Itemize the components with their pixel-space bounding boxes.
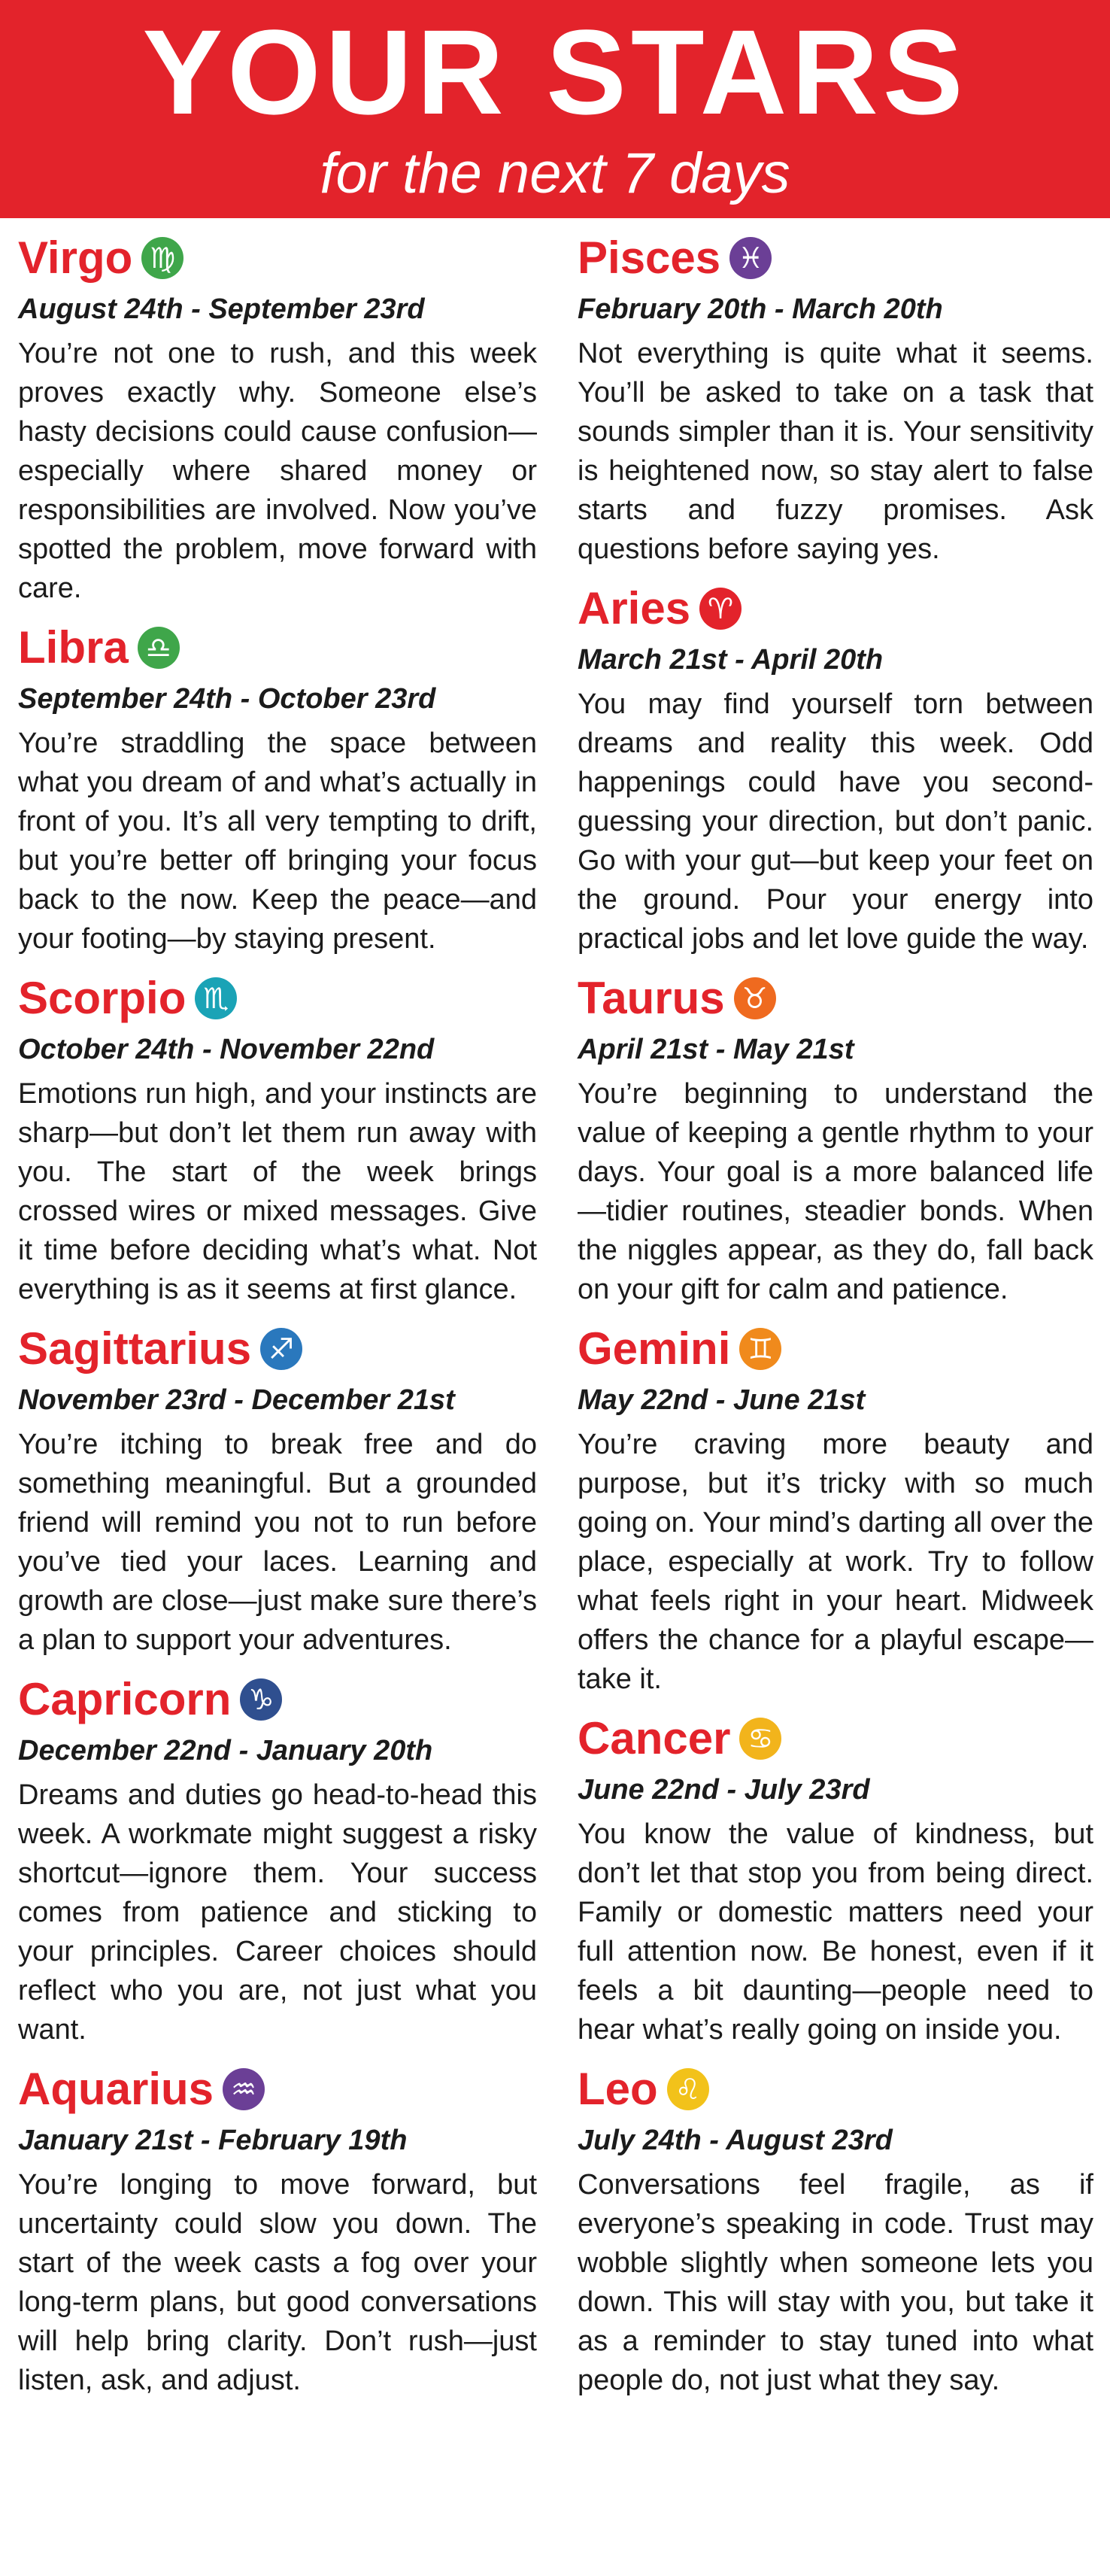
sign-leo xyxy=(578,2058,1093,2400)
sign-name: Taurus xyxy=(578,973,725,1023)
left-column xyxy=(18,218,537,2400)
sign-name: Capricorn xyxy=(18,1674,232,1724)
sign-name: Cancer xyxy=(578,1713,731,1763)
sign-aries xyxy=(578,578,1093,958)
sign-forecast: You’re longing to move forward, but uncertainty could slow you down. The start of the week casts a fog over your long-term plans, but good conversations will help bring clarity. Don’t rush—just listen, ask, and adjust. xyxy=(18,2169,537,2396)
sign-dates: October 24th - November 22nd xyxy=(18,1034,435,1065)
sign-dates: November 23rd - December 21st xyxy=(18,1384,455,1416)
page-subtitle: for the next 7 days xyxy=(320,141,790,205)
sign-dates: May 22nd - June 21st xyxy=(578,1384,866,1416)
sign-heading xyxy=(18,617,537,679)
sign-dates: July 24th - August 23rd xyxy=(578,2125,893,2156)
sign-scorpio xyxy=(18,968,537,1309)
sign-name: Sagittarius xyxy=(18,1323,252,1374)
sign-aquarius xyxy=(18,2058,537,2400)
sign-heading xyxy=(578,968,1093,1029)
sign-name: Leo xyxy=(578,2064,658,2114)
sign-virgo xyxy=(18,227,537,608)
sign-name: Libra xyxy=(18,622,129,673)
sign-heading xyxy=(18,968,537,1029)
cancer-icon: ♋ xyxy=(739,1718,781,1760)
sign-forecast: You’re itching to break free and do something meaningful. But a grounded friend will remind you not to run before you’ve tied your laces. Learning and growth are close—just make sure there’s a plan to support your adventures. xyxy=(18,1429,537,1656)
capricorn-icon: ♑ xyxy=(240,1678,282,1721)
sign-heading xyxy=(578,578,1093,639)
sign-heading xyxy=(18,2058,537,2120)
horoscope-columns xyxy=(0,218,1110,2576)
sign-pisces xyxy=(578,227,1093,569)
sign-dates: September 24th - October 23rd xyxy=(18,683,436,715)
aquarius-icon: ♒ xyxy=(223,2068,265,2110)
sign-cancer xyxy=(578,1708,1093,2049)
header-banner xyxy=(0,0,1110,218)
sign-forecast: You’re craving more beauty and purpose, but it’s tricky with so much going on. Your mind’s darting all over the place, especially at work. Try to follow what feels right in your heart. Midweek offers the chance for a playful escape—take it. xyxy=(578,1429,1093,1695)
sign-taurus xyxy=(578,968,1093,1309)
leo-icon: ♌ xyxy=(667,2068,709,2110)
sign-forecast: Conversations feel fragile, as if everyone’s speaking in code. Trust may wobble slightly when someone lets you down. This will stay with you, but take it as a reminder to stay tuned into what people do, not just what they say. xyxy=(578,2169,1093,2396)
gemini-icon: ♊ xyxy=(739,1328,781,1370)
sign-heading xyxy=(578,2058,1093,2120)
sign-name: Scorpio xyxy=(18,973,187,1023)
sign-dates: June 22nd - July 23rd xyxy=(578,1774,870,1806)
sign-name: Gemini xyxy=(578,1323,731,1374)
sagittarius-icon: ♐ xyxy=(260,1328,302,1370)
scorpio-icon: ♏ xyxy=(195,977,237,1019)
sign-name: Aries xyxy=(578,583,691,633)
sign-libra xyxy=(18,617,537,958)
sign-name: Virgo xyxy=(18,232,133,283)
sign-dates: January 21st - February 19th xyxy=(18,2125,408,2156)
libra-icon: ♎ xyxy=(138,627,180,669)
sign-dates: February 20th - March 20th xyxy=(578,293,943,325)
sign-name: Pisces xyxy=(578,232,721,283)
sign-dates: December 22nd - January 20th xyxy=(18,1735,433,1766)
sign-forecast: Dreams and duties go head-to-head this week. A workmate might suggest a risky shortcut—ignore them. Your success comes from patience and sticking to your principles. Career choices should reflect who you are, not just what you want. xyxy=(18,1779,537,2046)
sign-dates: August 24th - September 23rd xyxy=(18,293,425,325)
page-title: YOUR STARS xyxy=(142,5,968,139)
sign-heading xyxy=(578,1708,1093,1769)
sign-forecast: You’re beginning to understand the value of keeping a gentle rhythm to your days. Your goal is a more balanced life—tidier routines, steadier bonds. When the niggles appear, as they do, fall back on your gift for calm and patience. xyxy=(578,1078,1093,1305)
sign-heading xyxy=(18,227,537,289)
sign-forecast: You’re straddling the space between what you dream of and what’s actually in front of you. It’s all very tempting to drift, but you’re better off bringing your focus back to the now. Keep the peace—and your footing—by staying present. xyxy=(18,728,537,955)
virgo-icon: ♍ xyxy=(141,237,183,279)
sign-forecast: You may find yourself torn between dreams and reality this week. Odd happenings could have you second-guessing your direction, but don’t panic. Go with your gut—but keep your feet on the ground. Pour your energy into practical jobs and let love guide the way. xyxy=(578,688,1093,955)
sign-dates: April 21st - May 21st xyxy=(578,1034,854,1065)
sign-heading xyxy=(578,1318,1093,1380)
sign-forecast: Emotions run high, and your instincts are sharp—but don’t let them run away with you. The start of the week brings crossed wires or mixed messages. Give it time before deciding what’s what. Not everything is as it seems at first glance. xyxy=(18,1078,537,1305)
right-column xyxy=(578,218,1093,2400)
sign-sagittarius xyxy=(18,1318,537,1660)
sign-heading xyxy=(18,1318,537,1380)
aries-icon: ♈ xyxy=(699,588,742,630)
sign-forecast: You’re not one to rush, and this week proves exactly why. Someone else’s hasty decisions could cause confusion—especially where shared money or responsibilities are involved. Now you’ve spotted the problem, move forward with care. xyxy=(18,338,537,604)
sign-forecast: You know the value of kindness, but don’t let that stop you from being direct. Family or domestic matters need your full attention now. Be honest, even if it feels a bit daunting—people need to hear what’s really going on inside you. xyxy=(578,1818,1093,2046)
sign-heading xyxy=(578,227,1093,289)
sign-forecast: Not everything is quite what it seems. You’ll be asked to take on a task that sounds simpler than it is. Your sensitivity is heightened now, so stay alert to false starts and fuzzy promises. Ask questions before saying yes. xyxy=(578,338,1093,565)
sign-name: Aquarius xyxy=(18,2064,214,2114)
sign-heading xyxy=(18,1669,537,1730)
taurus-icon: ♉ xyxy=(734,977,776,1019)
sign-capricorn xyxy=(18,1669,537,2049)
pisces-icon: ♓ xyxy=(729,237,772,279)
sign-gemini xyxy=(578,1318,1093,1699)
sign-dates: March 21st - April 20th xyxy=(578,644,884,676)
